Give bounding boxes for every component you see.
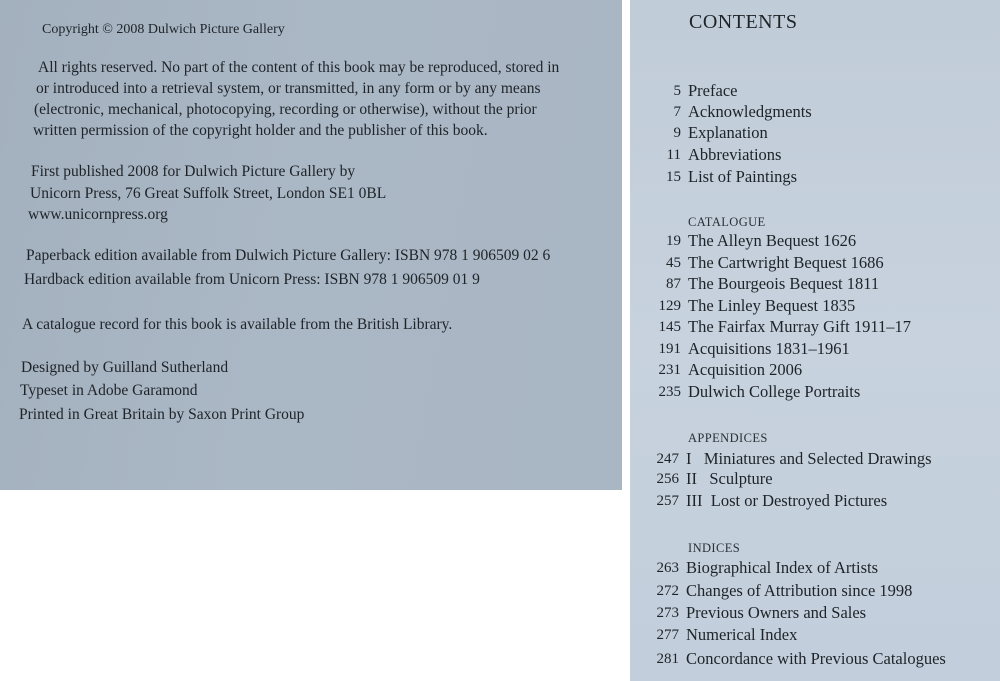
toc-entry-title: Changes of Attribution since 1998 — [686, 581, 913, 600]
toc-entry-title: List of Paintings — [688, 167, 798, 186]
toc-entry-title: The Fairfax Murray Gift 1911–17 — [688, 317, 911, 336]
toc-entry-title: Dulwich College Portraits — [688, 382, 861, 401]
contents-title: CONTENTS — [689, 11, 798, 33]
toc-entry-title: Abbreviations — [688, 145, 782, 164]
credit-line: Designed by Guilland Sutherland — [21, 359, 229, 376]
toc-entry-title: I Miniatures and Selected Drawings — [686, 449, 932, 468]
toc-entry-title: II Sculpture — [686, 469, 773, 488]
rights-line: written permission of the copyright holder and the publisher of this book. — [33, 122, 488, 139]
rights-line: or introduced into a retrieval system, or transmitted, in any form or by any means — [36, 80, 541, 97]
rights-line: All rights reserved. No part of the content of this book may be reproduced, stored in — [38, 59, 560, 76]
copyright-line: Copyright © 2008 Dulwich Picture Gallery — [42, 22, 285, 37]
publisher-line: Unicorn Press, 76 Great Suffolk Street, London SE1 0BL — [30, 185, 387, 202]
credit-line: Printed in Great Britain by Saxon Print Group — [19, 406, 305, 423]
catalogue-record: A catalogue record for this book is available from the British Library. — [22, 316, 453, 333]
toc-page-number: 7 — [673, 104, 681, 120]
toc-page-number: 263 — [656, 560, 679, 576]
toc-entry-title: Previous Owners and Sales — [686, 603, 867, 622]
toc-page-number: 256 — [656, 471, 679, 487]
toc-entry-title: Numerical Index — [686, 625, 798, 644]
toc-page-number: 247 — [656, 451, 679, 467]
toc-entry-title: The Bourgeois Bequest 1811 — [688, 274, 880, 293]
toc-entry-title: Preface — [688, 81, 738, 100]
toc-page-number: 145 — [658, 319, 681, 335]
toc-page-number: 129 — [658, 298, 681, 314]
toc-entry-title: The Cartwright Bequest 1686 — [688, 253, 884, 272]
toc-page-number: 11 — [666, 147, 681, 163]
section-heading: APPENDICES — [688, 431, 768, 445]
toc-page-number: 231 — [658, 362, 681, 378]
toc-entry-title: Acquisition 2006 — [688, 360, 803, 379]
toc-entry-title: Biographical Index of Artists — [686, 558, 879, 577]
toc-page-number: 15 — [666, 169, 681, 185]
toc-page-number: 235 — [658, 384, 681, 400]
toc-page-number: 191 — [658, 341, 681, 357]
toc-page-number: 19 — [666, 233, 681, 249]
toc-page-number: 272 — [656, 583, 679, 599]
toc-page-number: 277 — [656, 627, 679, 643]
isbn-paperback: Paperback edition available from Dulwich Picture Gallery: ISBN 978 1 906509 02 6 — [26, 247, 551, 264]
rights-line: (electronic, mechanical, photocopying, recording or otherwise), without the prior — [34, 101, 537, 118]
toc-page-number: 87 — [666, 276, 681, 292]
toc-page-number: 9 — [673, 125, 681, 141]
toc-page-number: 45 — [666, 255, 681, 271]
toc-page-number: 273 — [656, 605, 679, 621]
contents-page — [630, 0, 1000, 681]
toc-entry-title: Explanation — [688, 123, 768, 142]
toc-page-number: 281 — [656, 651, 679, 667]
toc-entry-title: The Linley Bequest 1835 — [688, 296, 856, 315]
section-heading: CATALOGUE — [688, 215, 766, 229]
copyright-page — [0, 0, 622, 490]
credit-line: Typeset in Adobe Garamond — [20, 382, 198, 399]
toc-entry-title: Acquisitions 1831–1961 — [688, 339, 850, 358]
publisher-url: www.unicornpress.org — [28, 206, 168, 223]
section-heading: INDICES — [688, 541, 741, 555]
toc-entry-title: Concordance with Previous Catalogues — [686, 649, 946, 668]
toc-entry-title: Acknowledgments — [688, 102, 812, 121]
publisher-line: First published 2008 for Dulwich Picture Gallery by — [31, 163, 356, 180]
toc-page-number: 5 — [673, 83, 681, 99]
toc-page-number: 257 — [656, 493, 679, 509]
isbn-hardback: Hardback edition available from Unicorn Press: ISBN 978 1 906509 01 9 — [24, 271, 480, 288]
toc-entry-title: The Alleyn Bequest 1626 — [688, 231, 857, 250]
toc-entry-title: III Lost or Destroyed Pictures — [686, 491, 888, 510]
